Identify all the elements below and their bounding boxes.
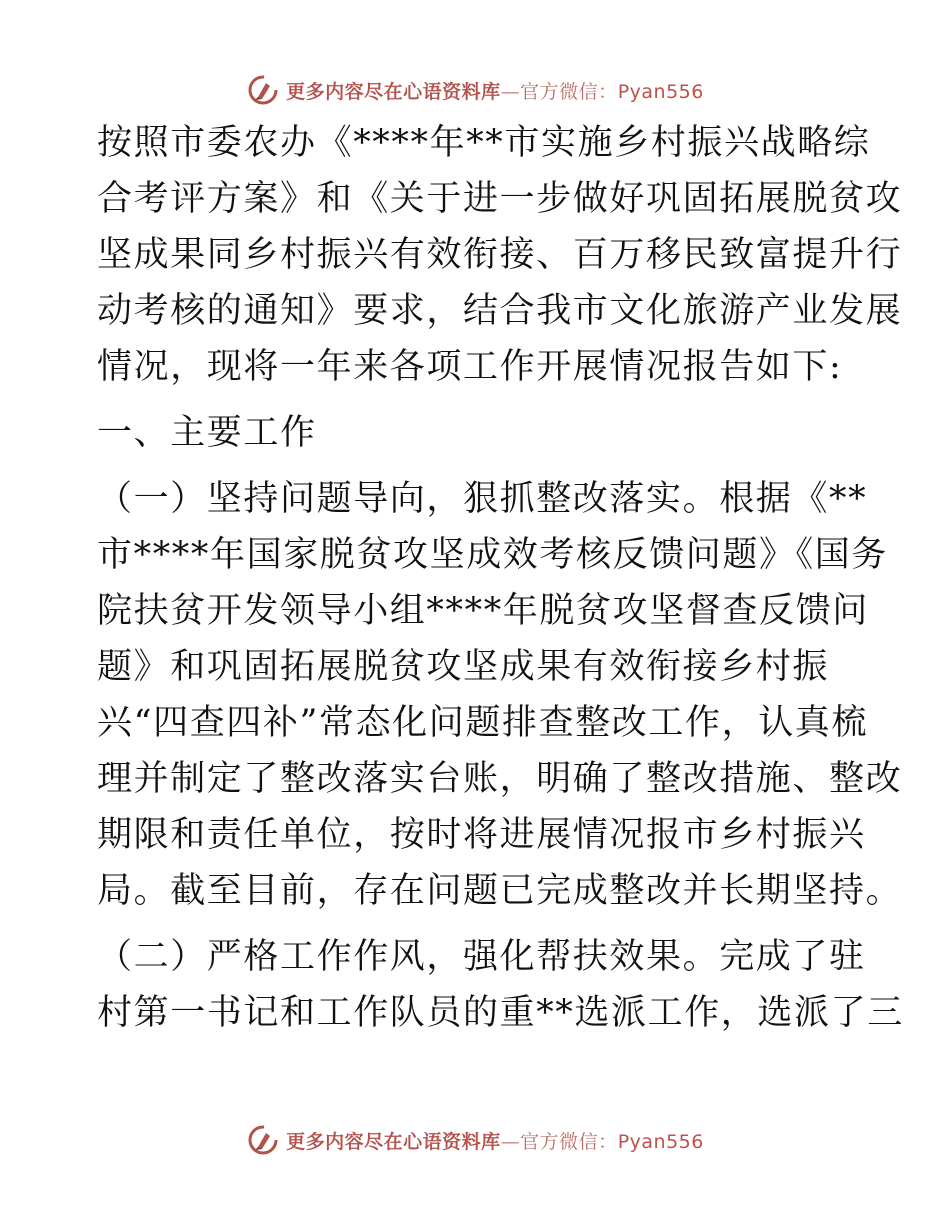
watermark-wechat-label: 官方微信：: [520, 80, 618, 103]
section-heading: 一、主要工作: [97, 413, 317, 453]
watermark-wechat-id: Pyan556: [617, 80, 704, 103]
pen-nib-circle-icon: [246, 73, 280, 107]
watermark-site: 更多内容尽在心语资料库: [286, 80, 501, 103]
body-line: （二）严格工作作风，强化帮扶效果。完成了驻: [97, 937, 866, 977]
body-line: 市****年国家脱贫攻坚成效考核反馈问题》《国务: [97, 535, 888, 575]
body-line: 理并制定了整改落实台账，明确了整改措施、整改: [97, 759, 903, 799]
body-line: 院扶贫开发领导小组****年脱贫攻坚督查反馈问: [97, 591, 869, 631]
body-line: 动考核的通知》要求，结合我市文化旅游产业发展: [97, 291, 903, 331]
body-line: 合考评方案》和《关于进一步做好巩固拓展脱贫攻: [97, 179, 903, 219]
watermark-wechat-label: 官方微信：: [520, 1130, 618, 1153]
body-line: 按照市委农办《****年**市实施乡村振兴战略综: [97, 123, 871, 163]
body-line: 期限和责任单位，按时将进展情况报市乡村振兴: [97, 815, 866, 855]
footer-watermark: [0, 1120, 950, 1160]
watermark-wechat-id: Pyan556: [617, 1130, 704, 1153]
header-watermark: [0, 70, 950, 110]
watermark-separator: —: [500, 80, 521, 103]
body-line: 兴“四查四补”常态化问题排查整改工作，认真梳: [97, 703, 868, 743]
body-line: 题》和巩固拓展脱贫攻坚成果有效衔接乡村振: [97, 647, 830, 687]
watermark-site: 更多内容尽在心语资料库: [286, 1130, 501, 1153]
document-body: [97, 120, 904, 1036]
watermark-text: [286, 1127, 704, 1154]
body-line: （一）坚持问题导向，狠抓整改落实。根据《**: [97, 479, 868, 519]
body-line: 坚成果同乡村振兴有效衔接、百万移民致富提升行: [97, 235, 903, 275]
watermark-separator: —: [500, 1130, 521, 1153]
body-line: 情况，现将一年来各项工作开展情况报告如下:: [97, 347, 843, 387]
body-line: 村第一书记和工作队员的重**选派工作，选派了三: [97, 993, 904, 1033]
watermark-text: [286, 77, 704, 104]
body-line: 局。截至目前，存在问题已完成整改并长期坚持。: [97, 871, 903, 911]
pen-nib-circle-icon: [246, 1123, 280, 1157]
